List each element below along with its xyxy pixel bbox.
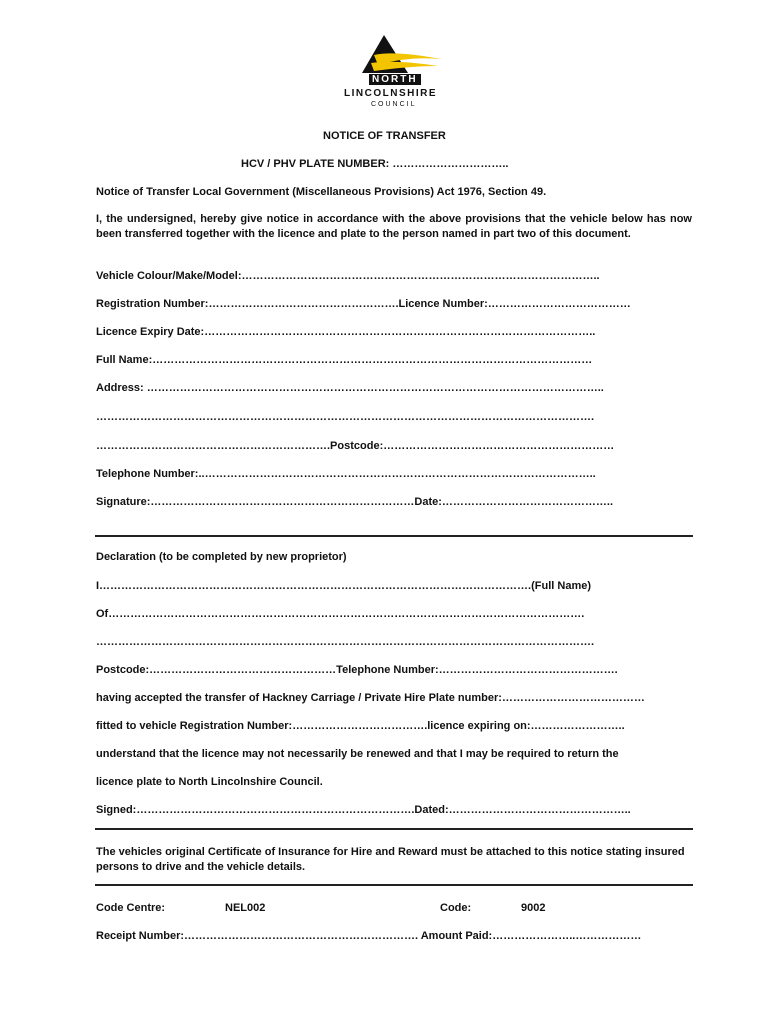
full-name-field: Full Name:………………………………………………………………………………………………………… [96, 354, 593, 366]
plate-number-line: HCV / PHV PLATE NUMBER: ………………………….. [241, 158, 509, 170]
logo-line-north: NORTH [369, 74, 421, 85]
council-logo [338, 33, 448, 113]
declaration-heading: Declaration (to be completed by new proprietor) [96, 551, 347, 563]
telephone-field: Telephone Number:..…………………………………………………………………………………………….. [96, 468, 596, 480]
intro-paragraph: I, the undersigned, hereby give notice in accordance with the above provisions that the vehicle below has now been transferred together with the licence and plate to the person named in part two of this document. [96, 213, 692, 240]
declaration-of-line-2: ………………………………………………………………………………………………………………………. [96, 636, 595, 648]
act-reference: Notice of Transfer Local Government (Miscellaneous Provisions) Act 1976, Section 49. [96, 186, 547, 198]
declaration-name-field: I……………………………………………………………………………………………………….(Full Name) [96, 580, 592, 592]
declaration-statement-1: understand that the licence may not necessarily be renewed and that I may be required to return the [96, 748, 619, 760]
address-field: Address: …………………………………………………………………………………………………………….. [96, 382, 604, 394]
receipt-amount-field: Receipt Number:………………………………………………………. Amount Paid:…………………..……………… [96, 930, 642, 942]
address-line-2: ………………………………………………………………………………………………………………………. [96, 411, 595, 423]
declaration-statement-2: licence plate to North Lincolnshire Council. [96, 776, 323, 788]
declaration-registration-field: fitted to vehicle Registration Number:……………………………….licence expiring on:…………………….. [96, 720, 625, 732]
section-divider [95, 884, 693, 886]
section-divider [95, 828, 693, 830]
address-postcode-line: ……………………………………………………….Postcode:……………………………………………………… [96, 440, 615, 452]
declaration-signed-field: Signed:………………………………………………………………….Dated:………………………………………….. [96, 804, 631, 816]
code-centre-value: NEL002 [225, 902, 266, 914]
declaration-plate-field: having accepted the transfer of Hackney Carriage / Private Hire Plate number:………………………………… [96, 692, 645, 704]
logo-line-lincolnshire: LINCOLNSHIRE [344, 88, 437, 99]
licence-expiry-field: Licence Expiry Date:…………………………………………………………………………………………….. [96, 326, 596, 338]
page-title: NOTICE OF TRANSFER [323, 130, 446, 142]
code-label: Code: [440, 902, 472, 914]
code-centre-label: Code Centre: [96, 902, 166, 914]
section-divider [95, 535, 693, 537]
insurance-note: The vehicles original Certificate of Insurance for Hire and Reward must be attached to this notice stating insured persons to drive and the vehicle details. [96, 846, 685, 873]
logo-line-council: COUNCIL [371, 101, 417, 108]
signature-date-field: Signature:………………………………………………………………Date:……………………………………….. [96, 496, 614, 508]
code-value: 9002 [521, 902, 546, 914]
vehicle-field: Vehicle Colour/Make/Model:…………………………………………………………………………………….. [96, 270, 600, 282]
declaration-postcode-phone: Postcode:……………………………………………Telephone Number:…………………………………………. [96, 664, 618, 676]
registration-licence-field: Registration Number:…………………………………………….Licence Number:………………………………… [96, 298, 631, 310]
declaration-of-field: Of…………………………………………………………………………………………………………………. [96, 608, 585, 620]
